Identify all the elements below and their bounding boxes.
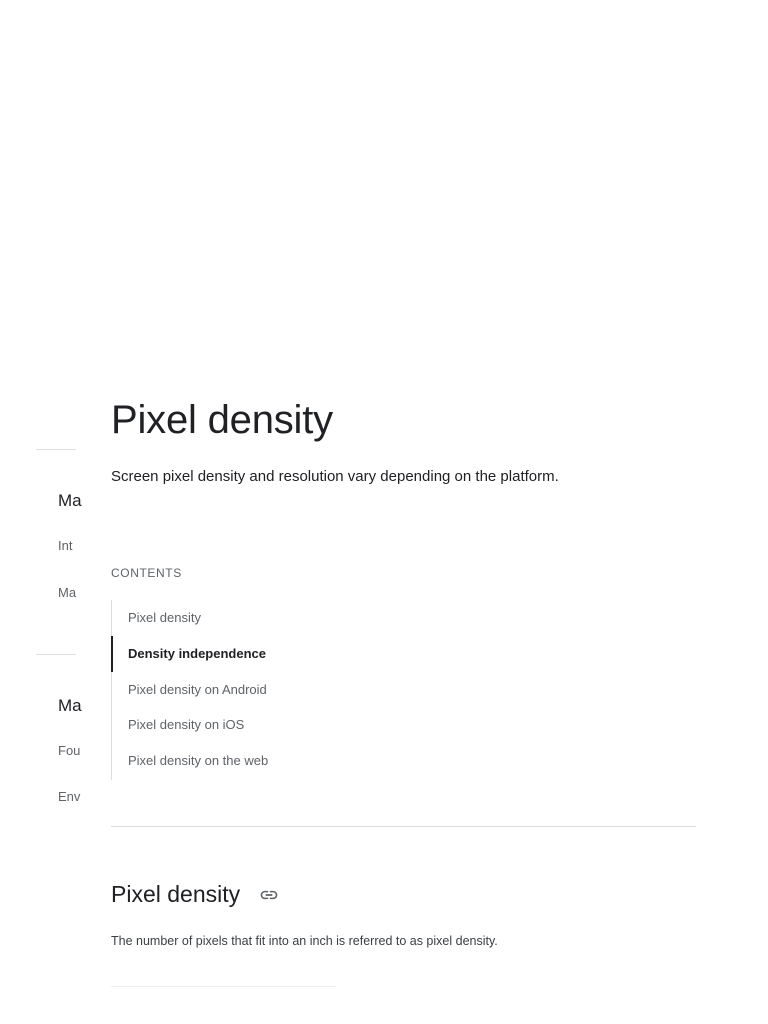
sidebar-divider [36,449,76,450]
link-icon[interactable] [258,884,280,906]
sidebar-link[interactable]: Env [58,789,81,804]
toc-item-pixel-density[interactable]: Pixel density [128,610,201,625]
toc-item-pixel-density-web[interactable]: Pixel density on the web [128,753,269,768]
section-title: Pixel density [111,881,241,907]
sidebar-nav [0,0,82,1024]
contents-label: CONTENTS [111,566,182,580]
sidebar-divider [36,654,76,655]
sidebar-section-title[interactable]: Ma [58,696,82,715]
section-heading [111,881,280,908]
section-body: The number of pixels that fit into an inch is referred to as pixel density. [111,934,498,948]
toc-item-density-independence[interactable]: Density independence [111,636,391,672]
sidebar-link[interactable]: Fou [58,743,81,758]
divider [111,986,336,987]
sidebar-section-title[interactable]: Ma [58,491,82,510]
toc-item-pixel-density-ios[interactable]: Pixel density on iOS [128,717,245,732]
table-of-contents [111,600,412,780]
section-divider [111,826,696,827]
sidebar-link[interactable]: Ma [58,585,77,600]
page-title: Pixel density [111,398,333,442]
page-subtitle: Screen pixel density and resolution vary depending on the platform. [111,468,559,485]
toc-item-pixel-density-android[interactable]: Pixel density on Android [128,682,267,697]
sidebar-link[interactable]: Int [58,538,73,553]
